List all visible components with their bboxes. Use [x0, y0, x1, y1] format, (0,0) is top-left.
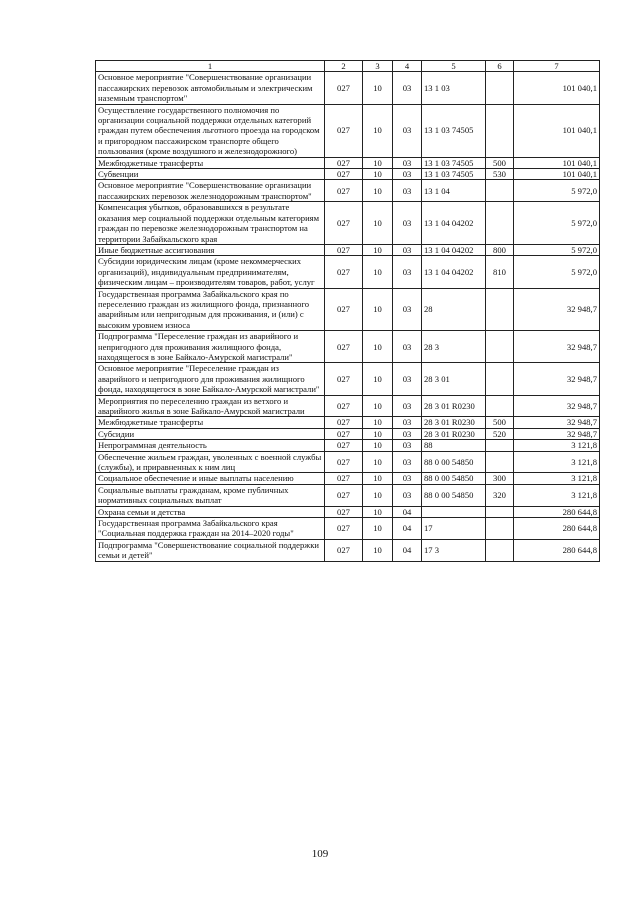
row-c3-cell: 10 [363, 288, 393, 331]
row-c2-cell: 027 [325, 331, 363, 363]
row-c4-cell: 03 [393, 72, 422, 104]
row-c5-cell: 28 3 01 R0230 [422, 395, 486, 417]
row-c5-cell: 13 1 04 04202 [422, 256, 486, 288]
row-c3-cell: 10 [363, 180, 393, 202]
row-c4-cell: 03 [393, 417, 422, 428]
table-row [96, 331, 600, 363]
row-c6-cell [486, 104, 514, 157]
table-row [96, 288, 600, 331]
table-row [96, 180, 600, 202]
row-c7-cell: 32 948,7 [514, 395, 600, 417]
row-c2-cell: 027 [325, 256, 363, 288]
row-c2-cell: 027 [325, 518, 363, 540]
row-c2-cell: 027 [325, 395, 363, 417]
row-c3-cell: 10 [363, 451, 393, 473]
row-c7-cell: 3 121,8 [514, 451, 600, 473]
row-c7-cell: 101 040,1 [514, 157, 600, 168]
row-c6-cell [486, 539, 514, 561]
row-c5-cell: 88 0 00 54850 [422, 473, 486, 484]
table-row [96, 157, 600, 168]
table-row [96, 363, 600, 395]
row-c7-cell: 32 948,7 [514, 331, 600, 363]
row-c5-cell: 88 0 00 54850 [422, 484, 486, 506]
row-c2-cell: 027 [325, 506, 363, 517]
row-c4-cell: 03 [393, 288, 422, 331]
row-c2-cell: 027 [325, 440, 363, 451]
header-cell: 4 [393, 61, 422, 72]
row-c5-cell: 88 0 00 54850 [422, 451, 486, 473]
row-c3-cell: 10 [363, 331, 393, 363]
row-c3-cell: 10 [363, 72, 393, 104]
row-c2-cell: 027 [325, 169, 363, 180]
row-c5-cell: 13 1 03 74505 [422, 169, 486, 180]
row-name-cell: Подпрограмма "Переселение граждан из аварийного и непригодного для проживания жилищного фонда, находящегося в зоне Байкало-Амурской магистрали" [96, 331, 325, 363]
row-c3-cell: 10 [363, 104, 393, 157]
row-c7-cell: 280 644,8 [514, 518, 600, 540]
row-c6-cell: 520 [486, 428, 514, 439]
row-c6-cell: 810 [486, 256, 514, 288]
row-c6-cell [486, 518, 514, 540]
row-c3-cell: 10 [363, 484, 393, 506]
row-c2-cell: 027 [325, 451, 363, 473]
row-c3-cell: 10 [363, 428, 393, 439]
row-name-cell: Межбюджетные трансферты [96, 157, 325, 168]
table-row [96, 169, 600, 180]
row-c6-cell: 500 [486, 157, 514, 168]
row-c5-cell: 13 1 04 [422, 180, 486, 202]
row-c5-cell: 13 1 03 74505 [422, 157, 486, 168]
row-c6-cell [486, 288, 514, 331]
row-name-cell: Субсидии юридическим лицам (кроме некоммерческих организаций), индивидуальным предпринимателям, физическим лицам – производителям товаров, работ, услуг [96, 256, 325, 288]
row-c6-cell [486, 506, 514, 517]
row-c4-cell: 03 [393, 157, 422, 168]
row-c5-cell: 13 1 04 04202 [422, 202, 486, 245]
row-c6-cell: 300 [486, 473, 514, 484]
row-c4-cell: 04 [393, 518, 422, 540]
budget-table [95, 60, 600, 562]
row-c2-cell: 027 [325, 157, 363, 168]
header-row [96, 61, 600, 72]
row-c6-cell: 500 [486, 417, 514, 428]
row-c3-cell: 10 [363, 395, 393, 417]
table-row [96, 428, 600, 439]
row-c2-cell: 027 [325, 417, 363, 428]
table-row [96, 451, 600, 473]
row-c3-cell: 10 [363, 473, 393, 484]
row-c6-cell [486, 363, 514, 395]
table-row [96, 539, 600, 561]
row-c7-cell: 280 644,8 [514, 539, 600, 561]
row-c2-cell: 027 [325, 363, 363, 395]
row-c2-cell: 027 [325, 473, 363, 484]
row-c6-cell [486, 451, 514, 473]
row-c4-cell: 03 [393, 451, 422, 473]
row-c6-cell [486, 440, 514, 451]
table-row [96, 395, 600, 417]
row-c5-cell: 28 3 01 R0230 [422, 428, 486, 439]
row-c4-cell: 03 [393, 104, 422, 157]
row-c6-cell [486, 331, 514, 363]
row-c5-cell: 88 [422, 440, 486, 451]
row-c2-cell: 027 [325, 72, 363, 104]
row-c4-cell: 04 [393, 506, 422, 517]
row-c2-cell: 027 [325, 104, 363, 157]
row-c4-cell: 03 [393, 473, 422, 484]
table-row [96, 473, 600, 484]
row-c3-cell: 10 [363, 169, 393, 180]
row-c7-cell: 280 644,8 [514, 506, 600, 517]
table-row [96, 244, 600, 255]
row-c3-cell: 10 [363, 363, 393, 395]
row-c4-cell: 03 [393, 244, 422, 255]
table-row [96, 256, 600, 288]
row-c5-cell: 13 1 03 74505 [422, 104, 486, 157]
row-c7-cell: 3 121,8 [514, 484, 600, 506]
row-c7-cell: 32 948,7 [514, 288, 600, 331]
row-c7-cell: 5 972,0 [514, 256, 600, 288]
row-c4-cell: 03 [393, 440, 422, 451]
row-c5-cell: 13 1 04 04202 [422, 244, 486, 255]
row-c7-cell: 5 972,0 [514, 244, 600, 255]
row-c2-cell: 027 [325, 539, 363, 561]
row-c6-cell [486, 202, 514, 245]
row-c6-cell [486, 180, 514, 202]
row-c3-cell: 10 [363, 244, 393, 255]
row-c4-cell: 03 [393, 180, 422, 202]
row-name-cell: Социальные выплаты гражданам, кроме публичных нормативных социальных выплат [96, 484, 325, 506]
header-cell: 6 [486, 61, 514, 72]
header-cell: 3 [363, 61, 393, 72]
row-c2-cell: 027 [325, 244, 363, 255]
header-cell: 2 [325, 61, 363, 72]
table-row [96, 202, 600, 245]
row-c4-cell: 03 [393, 331, 422, 363]
row-c3-cell: 10 [363, 157, 393, 168]
row-c7-cell: 101 040,1 [514, 104, 600, 157]
row-name-cell: Охрана семьи и детства [96, 506, 325, 517]
header-cell: 5 [422, 61, 486, 72]
row-c4-cell: 03 [393, 363, 422, 395]
page-number: 109 [311, 848, 329, 860]
table-row [96, 518, 600, 540]
row-c4-cell: 03 [393, 395, 422, 417]
row-name-cell: Государственная программа Забайкальского края "Социальная поддержка граждан на 2014–2020 годы" [96, 518, 325, 540]
row-c5-cell: 28 [422, 288, 486, 331]
row-name-cell: Мероприятия по переселению граждан из ветхого и аварийного жилья в зоне Байкало-Амурской магистрали [96, 395, 325, 417]
row-c4-cell: 03 [393, 484, 422, 506]
row-c5-cell: 17 [422, 518, 486, 540]
row-name-cell: Межбюджетные трансферты [96, 417, 325, 428]
row-c7-cell: 5 972,0 [514, 202, 600, 245]
row-c2-cell: 027 [325, 202, 363, 245]
row-c7-cell: 32 948,7 [514, 428, 600, 439]
row-c3-cell: 10 [363, 518, 393, 540]
row-c4-cell: 03 [393, 256, 422, 288]
row-c7-cell: 101 040,1 [514, 72, 600, 104]
row-name-cell: Осуществление государственного полномочия по организации социальной поддержки отдельных категорий граждан путем обеспечения льготного проезда на городском и пригородном пассажирском транспорте общего пользования (кроме воздушного и железнодорожного) [96, 104, 325, 157]
row-c3-cell: 10 [363, 202, 393, 245]
row-c4-cell: 03 [393, 202, 422, 245]
row-c4-cell: 03 [393, 428, 422, 439]
row-c4-cell: 03 [393, 169, 422, 180]
row-name-cell: Социальное обеспечение и иные выплаты населению [96, 473, 325, 484]
row-name-cell: Субсидии [96, 428, 325, 439]
row-c7-cell: 3 121,8 [514, 440, 600, 451]
row-name-cell: Основное мероприятие "Переселение граждан из аварийного и непригодного для проживания жилищного фонда, находящегося в зоне Байкало-Амурской магистрали" [96, 363, 325, 395]
row-name-cell: Основное мероприятие "Совершенствование организации пассажирских перевозок железнодорожным транспортом" [96, 180, 325, 202]
row-c6-cell: 800 [486, 244, 514, 255]
row-c7-cell: 3 121,8 [514, 473, 600, 484]
row-name-cell: Государственная программа Забайкальского края по переселению граждан из жилищного фонда, признанного аварийным или непригодным для проживания, и (или) с высоким уровнем износа [96, 288, 325, 331]
row-c5-cell: 17 3 [422, 539, 486, 561]
table-row [96, 417, 600, 428]
row-c5-cell: 28 3 01 [422, 363, 486, 395]
row-c3-cell: 10 [363, 256, 393, 288]
row-c3-cell: 10 [363, 506, 393, 517]
table-row [96, 484, 600, 506]
table-row [96, 506, 600, 517]
row-c5-cell: 28 3 01 R0230 [422, 417, 486, 428]
row-name-cell: Основное мероприятие "Совершенствование организации пассажирских перевозок автомобильным и электрическим наземным транспортом" [96, 72, 325, 104]
row-c2-cell: 027 [325, 484, 363, 506]
row-c2-cell: 027 [325, 180, 363, 202]
row-name-cell: Подпрограмма "Совершенствование социальной поддержки семьи и детей" [96, 539, 325, 561]
row-c6-cell: 320 [486, 484, 514, 506]
row-c4-cell: 04 [393, 539, 422, 561]
row-c7-cell: 32 948,7 [514, 363, 600, 395]
row-name-cell: Обеспечение жильем граждан, уволенных с военной службы (службы), и приравненных к ним лиц [96, 451, 325, 473]
header-cell: 7 [514, 61, 600, 72]
row-c6-cell [486, 395, 514, 417]
row-c5-cell: 13 1 03 [422, 72, 486, 104]
row-c3-cell: 10 [363, 440, 393, 451]
header-cell: 1 [96, 61, 325, 72]
row-name-cell: Непрограммная деятельность [96, 440, 325, 451]
row-c5-cell [422, 506, 486, 517]
row-c7-cell: 101 040,1 [514, 169, 600, 180]
table-row [96, 440, 600, 451]
table-row [96, 72, 600, 104]
row-name-cell: Компенсация убытков, образовавшихся в результате оказания мер социальной поддержки отдельным категориям граждан по перевозке железнодорожным транспортом на территории Забайкальского края [96, 202, 325, 245]
row-c6-cell [486, 72, 514, 104]
row-c2-cell: 027 [325, 288, 363, 331]
row-c3-cell: 10 [363, 417, 393, 428]
table-row [96, 104, 600, 157]
row-c7-cell: 32 948,7 [514, 417, 600, 428]
row-c5-cell: 28 3 [422, 331, 486, 363]
row-c2-cell: 027 [325, 428, 363, 439]
row-c6-cell: 530 [486, 169, 514, 180]
row-c7-cell: 5 972,0 [514, 180, 600, 202]
row-name-cell: Субвенции [96, 169, 325, 180]
row-name-cell: Иные бюджетные ассигнования [96, 244, 325, 255]
row-c3-cell: 10 [363, 539, 393, 561]
